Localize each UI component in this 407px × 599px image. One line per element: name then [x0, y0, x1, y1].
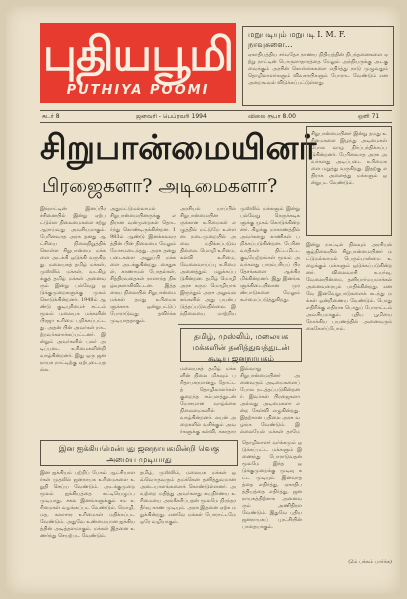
side-box-text: சிறுபான்மையினர் இன்று தமது உரிமைகளை இழந்து அடிமைகள் போல வாழ நிர்ப்பந்திக்கப்படுகின்றனர். பேரினவாத அரசு அவர்களது அடிப்படை உரிமைகளை மறுத்து வருகிறது. இதற்கு எதிராக அனைத்து மக்களும் ஒன்றுபட வேண்டும்.	[311, 131, 387, 186]
issue-number: ஒளி 71	[358, 113, 380, 120]
box-left-body: இன ஐக்கியம் பற்றிப் பேசும் ஆட்சியாளர்கள் முதலில் ஜனநாயக உரிமைகளை உறுதி செய்ய வேண்டும். அடக்குமுறை மூலம் ஐக்கியத்தை கட்டியெழுப்ப முடியாது. சகல இனங்களுக்கும் சம உரிமைகள் வழங்கப்பட வேண்டும். மொழி, மத, கலாசார உரிமைகள் மதிக்கப்பட வேண்டும். அதுவே உண்மையான ஐக்கியத்தின் அடித்தளமாகும். மக்கள் இதனை உணர்ந்து செயற்பட வேண்டும்.	[40, 470, 135, 539]
article-column-6: இவ்வாறு சிறுபான்மையினர் அனைவரும் அடிமைகளைப் போல நடத்தப்படுகின்றனர். இவர்கள் பிரஜைகளா அல்லது அடிமைகளா என்ற கேள்வி எழுகின்றது. இதற்கான பதிலை அரசு வழங்க வேண்டும். இல்லையேல் மக்கள் தாமே	[240, 366, 300, 435]
box-left	[40, 440, 238, 466]
section-divider	[178, 324, 302, 325]
issue-volume: சுடர் 8	[42, 113, 60, 120]
article-column-4: முஸ்லிம் மக்களும் இன்று பல்வேறு நெருக்கடிகளுக்கு முகம் கொடுக்கின்றனர். கிழக்கு மாகாணத்தில் அவர்களது காணிகள் பறிக்கப்படுகின்றன. பேரினவாதிகள் திட்டமிட்ட குடியேற்றங்கள் மூலம் அவர்களது பாரம்பரியப் பிரதேசங்களை ஆக்கிரமிக்கின்றனர். இது இனங்களுக்கிடையிலான முரண்பாடுகளை மேலும் கூர்மைப்படுத்துகிறது.	[240, 206, 300, 303]
masthead-title: புதியபூமி	[42, 27, 234, 81]
article-column-1: இந்நாட்டின் இனப்பிரச்சினையில் இன்று ஏற்பட்டுள்ள நிலைமைகளை சற்று ஆராய்வது அவசியமாகும். பேரினவாத அரசு தனது ஆட்சியை நிலைநிறுத்திக் கொள்ள சிறுபான்மை மக்களை அடக்கி ஒடுக்கி வருகிறது. மலையகத் தமிழ் மக்கள், முஸ்லிம் மக்கள், வடகிழக்குத் தமிழ் மக்கள் அனைவரும் இன்று பல்வேறு ஒடுக்குமுறைகளுக்கு முகம் கொடுக்கின்றனர். 1948ம் ஆண்டு குடியுரிமைச் சட்டம் மூலம் மலையக மக்களின் பிரஜா உரிமை பறிக்கப்பட்டது. அதன் பின் அவர்கள் நாடற்றவர்களாக்கப்பட்டனர். இன்றும் அவர்களில் பலர் அடிப்படை உரிமைகளின்றி வாழ்கின்றனர். இது ஒரு ஜனநாயக நாட்டிற்கு ஏற்புடையதல்ல.	[40, 206, 106, 373]
issue-price: விலை ரூபா 8.00	[248, 113, 296, 120]
box-left-heading: இன ஐக்கியமென்பது ஜனநாயகமின்றி வெகு அமைய முடியாது	[58, 444, 220, 464]
notice-box	[242, 26, 394, 106]
article-column-5: மலையகத் தமிழ் மக்களின் நிலை மிகவும் பரிதாபகரமானது. தோட்டத் தொழிலாளர்கள் குறைந்த சம்பளத்துடன் மோசமான வாழ்க்கை நிலைமைகளில் வாழ்கின்றனர். லயன் அறைகளில் வசிக்கும் அவர்களுக்கு கல்வி, சுகாதார	[180, 366, 236, 435]
page-subtitle: பிரஜைகளா? அடிமைகளா?	[42, 175, 278, 197]
continued-note: (2ம் பக்கம் பார்க்க)	[348, 559, 392, 565]
notice-heading: மறுபடியும் மறுபடி I. M. F. நாவுகளை...	[248, 30, 346, 49]
page-title: சிறுபான்மையினர்	[40, 128, 317, 168]
article-column-2: அதுமட்டுமல்லாமல் சிறுபான்மையினருக்கு எதிரான வன்முறைகள் தொடர்ந்து கொண்டிருக்கின்றன. 1983ம் ஆண்டு இனக்கலவரத்தின் பின் நிலைமை மேலும் மோசமடைந்தது. அரசு தனது படைகளை அனுப்பி மக்களை அடக்குகின்றது. கைதுகள், காணாமல் போதல்கள், சித்திரவதைகள் நாளாந்த நிகழ்வுகளாகிவிட்டன. இத்தகைய நிலையில் சிறுபான்மை மக்கள் தமது உரிமைகளுக்காக ஒன்றுபட்டுப் போராடுவது தவிர்க்க முடியாததாகும்.	[110, 206, 176, 324]
box-mid-heading: தமிழ், முஸ்லிம், மலையக மக்களின் தனித்துவத்துடன் கூடிய ஜனநாயகம்	[192, 332, 290, 363]
box-mid-body: தமிழ், முஸ்லிம், மலையக மக்கள் ஒவ்வொருவரும் தமக்கென தனித்துவமான அடையாளங்களைக் கொண்டுள்ளனர். அவற்றை மதித்து அவர்களது சுயநிர்ணய உரிமையை அங்கீகரிப்பதன் மூலமே நிரந்தர தீர்வு காண முடியும். அரசு இதனை ஏற்க மறுக்கின்றது. எனவே மக்கள் போராட்டமே ஒரே வழியாகும்.	[140, 470, 236, 525]
newspaper-page	[6, 6, 400, 594]
issue-date: ஜனவரி - பெப்ரவரி 1994	[136, 113, 207, 120]
side-box	[306, 126, 392, 236]
issue-info-bar	[40, 110, 392, 123]
article-column-8: இன்று நாட்டில் நிலவும் அரசியல் சூழ்நிலையில் சிறுபான்மையினர் மட்டுமல்லாமல் பெரும்பான்மை உழைக்கும் மக்களும் ஒடுக்கப்படுகின்றனர். விலைவாசி உயர்வு, வேலையின்மை, தனியார்மயமாக்கல் அனைவரையும் பாதிக்கின்றது. எனவே இனவேறுபாடுகளைக் கடந்து மக்கள் ஒன்றிணைய வேண்டும். பொது எதிரிக்கு எதிராக பொதுப் போராட்டம் அவசியமாகும். புதிய பூமியை நோக்கிய பயணத்தில் அனைவரும் கைகோர்ப்போம்.	[306, 242, 392, 332]
notice-body: ஏகாதிபத்திய சர்வதேச நாணய நிதியத்தின் நிபந்தனைகளை ஏற்று நாட்டின் பொருளாதாரத்தை மேலும் அந்நியருக்கு அடகு வைக்கும் அரசின் கொள்கைகளை எதிர்த்து நாடு முழுவதும் தொழிலாளர்களும் விவசாயிகளும் போராட வேண்டும் என அறைகூவல் விடுக்கப்பட்டுள்ளது.	[248, 52, 388, 86]
article-column-7: தொழிலாளர் வர்க்கமும் ஒடுக்கப்பட்ட மக்களும் இணைந்து போராடுவதன் மூலமே இந்த ஒடுக்குமுறைக்கு முடிவு கட்ட முடியும். இனவாதத்தை எதிர்த்து, ஏகாதிபத்தியத்தை எதிர்த்து, ஜனநாயகத்திற்காக அனைவரும் அணிதிரள வேண்டும். இதுவே புதிய ஜனநாயகப் புரட்சியின் பாதையாகும்.	[242, 440, 302, 530]
article-column-3: அரசியல் யாப்பில் சிறுபான்மையினருக்கான உரிமைகள் எழுத்தில் மட்டுமே உள்ளன. நடைமுறையில் அவை மதிக்கப்படுவதில்லை. மொழி உரிமை, கல்வி உரிமை, வேலைவாய்ப்பு உரிமை அனைத்தும் மறுக்கப்படுகின்றன. தமிழ் மொழி அரச கரும மொழியாக இருந்தும் அரச அலுவலகங்களில் அது பயன்படுத்தப்படுவதில்லை. இந்நிலையை மாற்றிய	[180, 206, 236, 316]
masthead	[40, 23, 236, 103]
box-mid	[180, 328, 302, 362]
masthead-subtitle: PUTHIYA POOMI	[66, 83, 210, 98]
